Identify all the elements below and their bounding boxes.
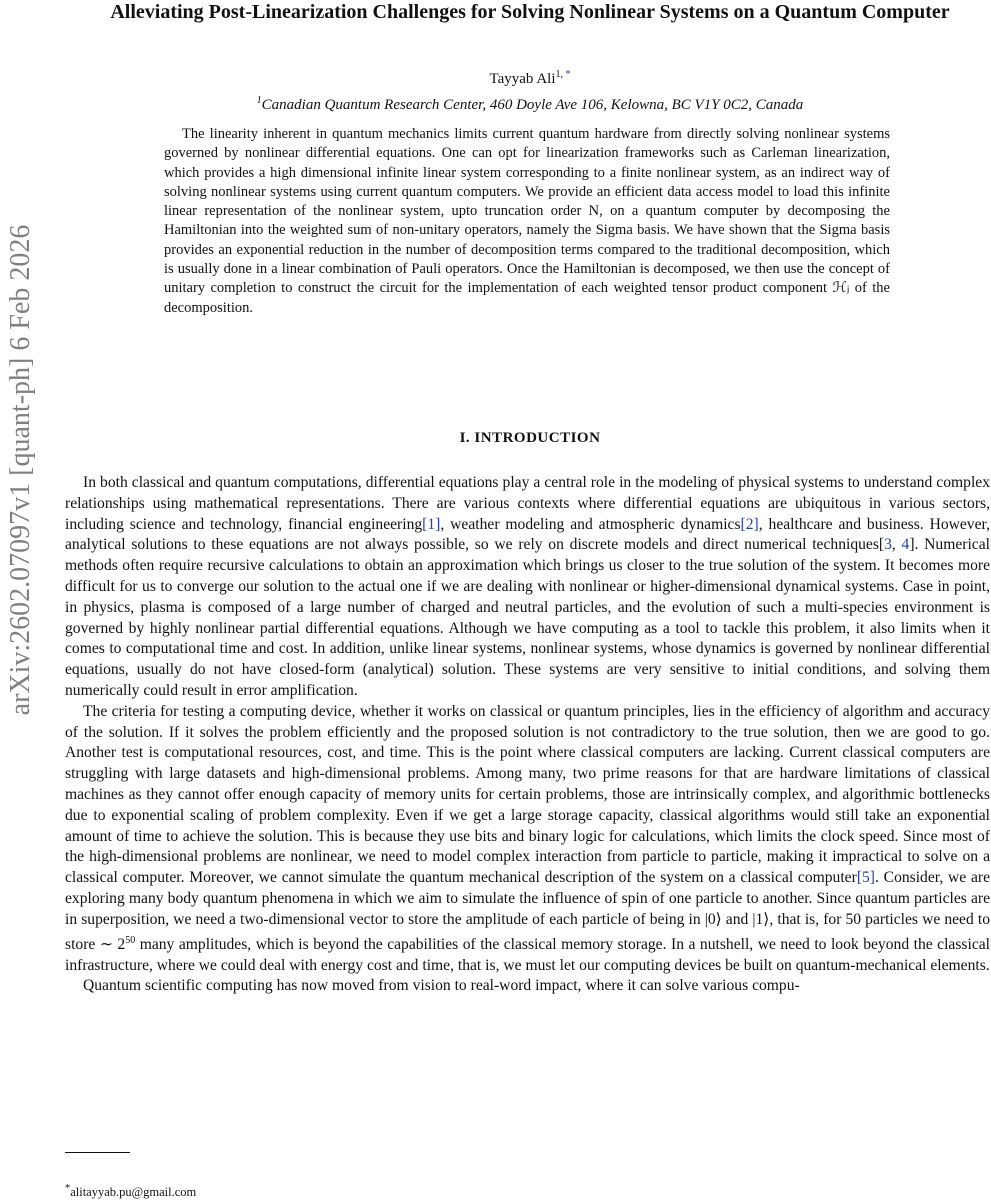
author-affil-marker: 1, (555, 69, 566, 80)
citation-link[interactable]: [1] (422, 515, 441, 533)
paragraph-2 (65, 702, 990, 977)
paragraph-text: many amplitudes, which is beyond the capabilities of the classical memory storage. In a nutshell, we need to look beyond the classical infrastructure, where we could deal with energy cost and time, that is, we must let our computing devices be built on quantum-mechanical elements. (65, 935, 990, 974)
citation-link[interactable]: [5] (856, 869, 875, 887)
section-heading-introduction: I. INTRODUCTION (459, 430, 601, 446)
author-line (90, 69, 970, 88)
author-footnote-link[interactable]: * (565, 69, 571, 80)
paragraph-text: The criteria for testing a computing device, whether it works on classical or quantum principles, lies in the efficiency of algorithm and accuracy of the solution. If it solves the problem efficiently and the proposed solution is not contradictory to the true solution, then we are good to go. Another test is computational resources, cost, and time. This is the point where classical computers are lacking. Current classical computers are struggling with large datasets and high-dimensional problems. Among many, two prime reasons for that are hardware limitations of classical machines as they cannot offer enough capacity of memory units for certain problems, those are intrinsically complex, and algorithmic bottlenecks due to exponential scaling of problem complexity. Even if we get a large storage capacity, classical algorithms would still take an exponential amount of time to achieve the solution. This is because they use bits and binary logic for calculations, which limits the clock speed. Since most of the high-dimensional problems are nonlinear, we need to model complex interaction from particle to particle, making it impractical to solve on a classical computer. Moreover, we cannot simulate the quantum mechanical description of the system on a classical computer (65, 702, 990, 887)
body-text (65, 473, 990, 997)
arxiv-sidebar (0, 0, 40, 1200)
citation-link[interactable]: 3 (884, 536, 892, 554)
paragraph-text: , weather modeling and atmospheric dynamics (440, 515, 741, 533)
paragraph-text: ]. Numerical methods often require recursive calculations to obtain an approximation which brings us closer to the true solution of the system. It becomes more difficult for us to converge our solution to the actual one if we are dealing with nonlinear or higher-dimensional dynamical systems. Case in point, in physics, plasma is composed of a large number of charged and neutral particles, and the evolution of such a multi-species environment is governed by highly nonlinear partial differential equations. Although we have computing as a tool to tackle this problem, it also limits when it comes to computational time and cost. In addition, unlike linear systems, nonlinear systems, whose dynamics is governed by nonlinear differential equations, usually do not have closed-form (analytical) solution. These systems are very sensitive to initial conditions, and solving them numerically could result in error amplification. (65, 536, 990, 699)
abstract: The linearity inherent in quantum mechanics limits current quantum hardware from directly solving nonlinear systems governed by nonlinear differential equations. One can opt for linearization frameworks such as Carleman linearization, which provides a high dimensional infinite linear system corresponding to a finite nonlinear system, as an indirect way of solving nonlinear systems using current quantum computers. We provide an efficient data access model to load this infinite linear representation of the nonlinear system, upto truncation order N, on a quantum computer by decomposing the Hamiltonian into the weighted sum of non-unitary operators, namely the Sigma basis. We have shown that the Sigma basis provides an exponential reduction in the number of decomposition terms compared to the traditional decomposition, which is usually done in a linear combination of Pauli operators. Once the Hamiltonian is decomposed, we then use the concept of unitary completion to construct the circuit for the implementation of each weighted tensor product component ℋⱼ of the decomposition. (164, 126, 890, 316)
paragraph-3: Quantum scientific computing has now moved from vision to real-word impact, where it can solve various compu- (83, 977, 800, 995)
citation-link[interactable]: [2] (740, 515, 759, 533)
paragraph-text: . Consider, we are exploring many body quantum phenomena in which we aim to simulate the influence of spin of one particle to another. Since quantum particles are in superposition, we need a two-dimensional vector to store the amplitude of each particle of being in |0⟩ and |1⟩, that is, for 50 particles we need to store ∼ 2 (65, 869, 990, 953)
paragraph-1 (65, 473, 990, 702)
affiliation (90, 95, 970, 114)
arxiv-identifier: arXiv:2602.07097v1 [quant-ph] 6 Feb 2026 (5, 224, 36, 716)
paragraph-text: , (891, 536, 902, 554)
paper-title: Alleviating Post-Linearization Challenges for Solving Nonlinear Systems on a Quantum Computer (110, 1, 950, 23)
footnote-email[interactable]: alitayyab.pu@gmail.com (70, 1185, 197, 1200)
paragraph-text: , healthcare and business. However, analytical solutions to these equations are not always possible, so we rely on discrete models and direct numerical techniques[ (65, 515, 990, 554)
affiliation-marker: 1 (256, 95, 262, 106)
affiliation-text: Canadian Quantum Research Center, 460 Doyle Ave 106, Kelowna, BC V1Y 0C2, Canada (261, 97, 804, 113)
exponent: 50 (125, 934, 136, 946)
paragraph-text: In both classical and quantum computations, differential equations play a central role in the modeling of physical systems to understand complex relationships using mathematical representations. There are various contexts where differential equations are ubiquitous in various sectors, including science and technology, financial engineering (65, 474, 990, 533)
citation-link[interactable]: 4 (901, 536, 910, 554)
author-name: Tayyab Ali (489, 71, 556, 87)
footnote-rule (65, 1152, 130, 1153)
footnote (65, 1183, 196, 1200)
footnote-marker: * (65, 1183, 71, 1194)
